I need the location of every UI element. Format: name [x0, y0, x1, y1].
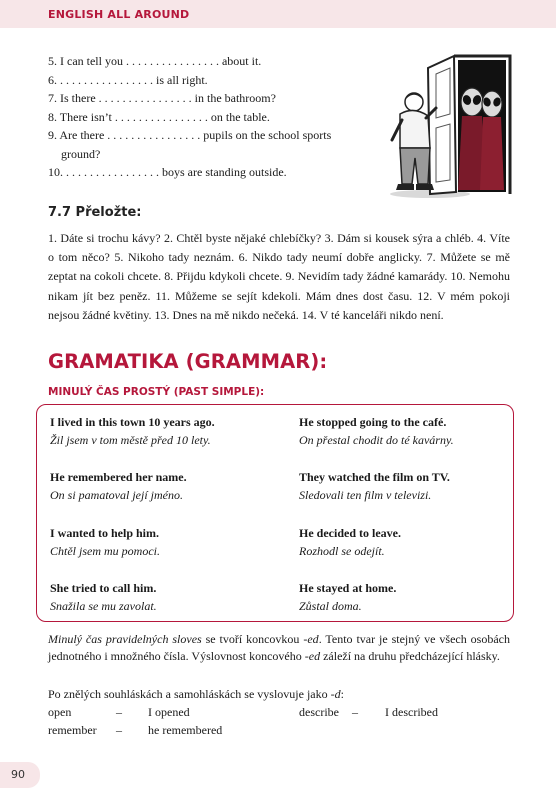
- verb-base: describe: [299, 705, 339, 719]
- example-pair: [50, 524, 270, 560]
- example-pair: [50, 468, 270, 504]
- running-header: ENGLISH ALL AROUND: [48, 8, 190, 21]
- example-pair: [50, 413, 270, 449]
- example-pair: [299, 524, 519, 560]
- verb-dash: –: [116, 723, 122, 737]
- suffix-d: -d: [330, 687, 341, 701]
- example-english: She tried to call him.: [50, 581, 157, 595]
- rule-term: Minulý čas pravidelných sloves: [48, 632, 202, 646]
- example-czech: Snažila se mu zavolat.: [50, 599, 157, 613]
- example-czech: Sledovali ten film v televizi.: [299, 488, 432, 502]
- past-simple-subtitle: MINULÝ ČAS PROSTÝ (PAST SIMPLE):: [48, 386, 265, 398]
- alien-door-illustration: [370, 44, 520, 200]
- example-pair: [50, 579, 270, 615]
- exercise-line: ground?: [61, 146, 101, 161]
- example-czech: On si pamatoval její jméno.: [50, 488, 183, 502]
- verb-base: remember: [48, 723, 97, 737]
- pronunciation-note: [48, 687, 344, 702]
- example-english: He stopped going to the café.: [299, 415, 447, 429]
- example-pair: [299, 579, 519, 615]
- exercise-line: 5. I can tell you . . . . . . . . . . . . . . . . about it.: [48, 54, 262, 68]
- exercise-line: 6. . . . . . . . . . . . . . . . . is all right.: [48, 72, 208, 87]
- example-english: They watched the film on TV.: [299, 470, 450, 484]
- example-english: I wanted to help him.: [50, 526, 160, 540]
- translation-paragraph: 1. Dáte si trochu kávy? 2. Chtěl byste nějaké chlebíčky? 3. Dám si kousek sýra a chléb. 4. Víte o tom něco? 5. Nikoho tady neznám. 6. Nikdo tady neumí dobře anglicky. 7. Můžete se mě zeptat na cokoli chcete. 8. Přijdu kdykoli chcete. 9. Nevidím tady žádné kamarády. 10. Nemohu nikam jít bez peněz. 11. Můžeme se sejít kdekoli. Mám dnes dost času. 12. V mém pokoji nejsou žádné květiny. 13. Dnes na mě nikdo nečeká. 14. V té kanceláři nikdo není.: [48, 231, 510, 322]
- rule-text: se tvoří koncovkou: [201, 632, 304, 646]
- verb-base: open: [48, 705, 72, 719]
- exercise-line: 7. Is there . . . . . . . . . . . . . . . . in the bathroom?: [48, 91, 276, 105]
- exercise-line: 10. . . . . . . . . . . . . . . . . boys are standing outside.: [48, 165, 287, 179]
- suffix-ed: -ed: [304, 649, 321, 663]
- page-number: 90: [11, 768, 25, 781]
- note-colon: :: [340, 687, 344, 701]
- example-czech: Zůstal doma.: [299, 599, 362, 613]
- example-pair: [299, 413, 519, 449]
- exercise-line: 9. Are there . . . . . . . . . . . . . . . . pupils on the school sports: [48, 128, 332, 142]
- verb-past: I described: [385, 705, 438, 719]
- verb-past: he remembered: [148, 723, 223, 737]
- example-czech: On přestal chodit do té kavárny.: [299, 433, 454, 447]
- example-english: He decided to leave.: [299, 526, 401, 540]
- exercise-list: [48, 52, 368, 182]
- example-english: He stayed at home.: [299, 581, 397, 595]
- exercise-heading: 7.7 Přeložte:: [48, 205, 142, 220]
- suffix-ed: -ed: [303, 632, 319, 646]
- example-pair: [299, 468, 519, 504]
- note-text: Po znělých souhláskách a samohláskách se vyslovuje jako: [48, 687, 331, 701]
- example-czech: Chtěl jsem mu pomoci.: [50, 544, 160, 558]
- example-english: I lived in this town 10 years ago.: [50, 415, 215, 429]
- example-czech: Rozhodl se odejít.: [299, 544, 385, 558]
- rule-text: záleží na druhu předcházející hlásky.: [320, 649, 500, 663]
- example-czech: Žil jsem v tom městě před 10 lety.: [50, 433, 211, 447]
- example-english: He remembered her name.: [50, 470, 187, 484]
- verb-dash: –: [116, 705, 122, 719]
- example-box: [36, 404, 514, 622]
- verb-dash: –: [352, 705, 358, 719]
- verb-past: I opened: [148, 705, 190, 719]
- grammar-title: GRAMATIKA (GRAMMAR):: [48, 350, 328, 373]
- rule-text: . Tento tvar je stejný ve všech osobách jednotného i množného čísla. Výslovnost koncového: [48, 632, 510, 663]
- rule-paragraph: [48, 631, 510, 665]
- exercise-line: 8. There isn’t . . . . . . . . . . . . . . . . on the table.: [48, 109, 270, 124]
